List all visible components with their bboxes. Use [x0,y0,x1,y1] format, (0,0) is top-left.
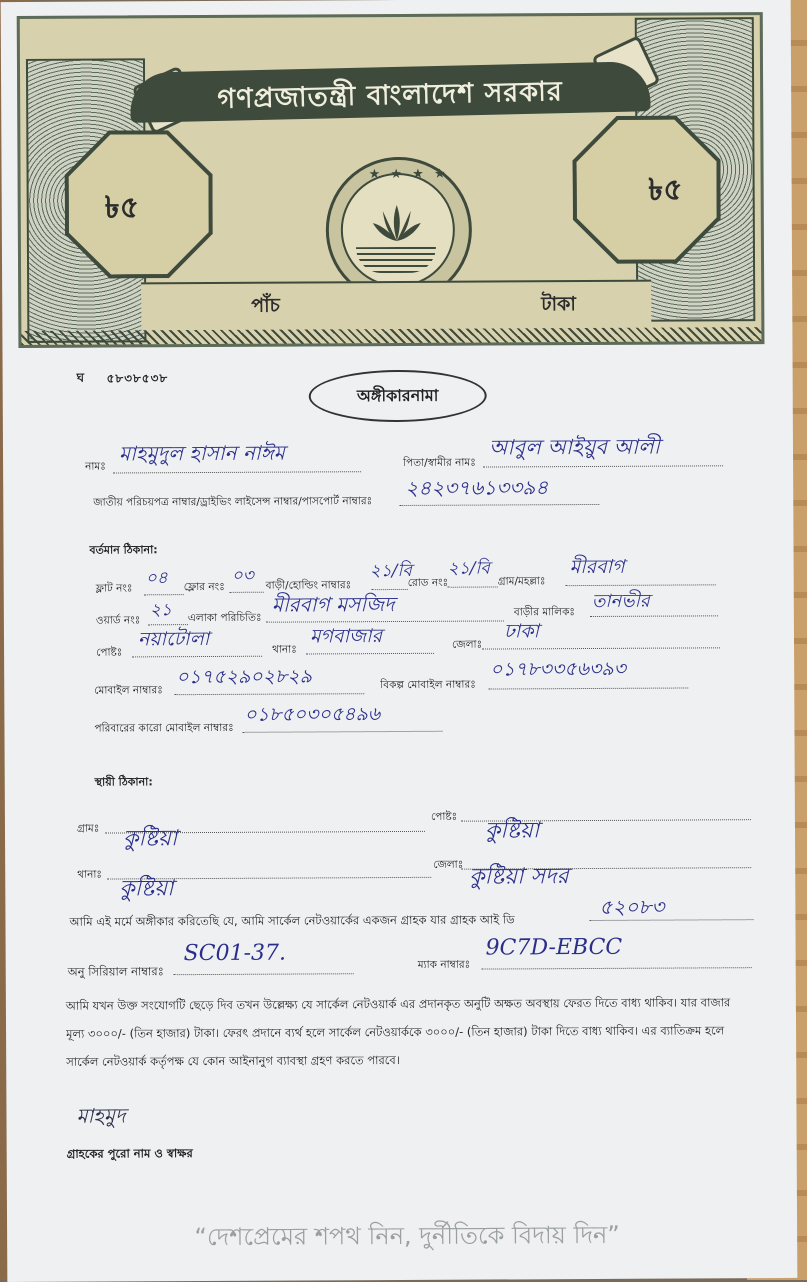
present-address-heading: বর্তমান ঠিকানা: [89,543,158,557]
serial-number: ৫৮৩৮৫৩৮ [106,371,169,386]
name-label: নামঃ [85,460,106,473]
mac-value: 9C7D-EBCC [485,934,623,961]
declaration-text: আমি এই মর্মে অঙ্গীকার করিতেছি যে, আমি সার্কেল নেটওয়ার্কের একজন গ্রাহক যার গ্রাহক আই ডি [69,912,515,929]
stamp-border-pattern [21,327,761,345]
mac-label: ম্যাক নাম্বারঃ [417,958,471,971]
denomination-left: ৳৫ [104,190,140,226]
owner-label: বাড়ীর মালিকঃ [513,606,576,619]
emblem-stars: ★ ★ ★ ★ [368,166,449,183]
perm-village-value: কুষ্টিয়া [122,826,178,852]
permanent-address-heading: স্থায়ী ঠিকানা: [94,775,153,789]
flat-value: ০৪ [145,568,168,589]
name-value: মাহমুদুল হাসান নাঈম [118,440,285,466]
perm-district-label: জেলাঃ [433,858,464,871]
holding-value: ২১/বি [369,560,412,582]
ward-label: ওয়ার্ড নংঃ [95,614,141,627]
serial-prefix: ঘ [76,370,85,385]
area-value: মীরবাগ মসজিদ [271,592,395,617]
floor-label: ফ্লোর নংঃ [183,580,225,594]
water-lily-icon [371,203,423,243]
onu-serial-label: অনু সিরিয়াল নাম্বারঃ [67,964,164,979]
post-label: পোষ্টঃ [96,646,123,659]
thana-value: মগবাজার [309,625,383,648]
family-mobile-label: পরিবারের কারো মোবাইল নাম্বারঃ [94,721,234,735]
floor-line [230,591,264,593]
government-title: গণপ্রজাতন্ত্রী বাংলাদেশ সরকার [217,76,564,115]
district-value: ঢাকা [503,620,540,643]
customer-id-value: ৫২০৮৩ [599,894,665,919]
perm-thana-label: থানাঃ [77,868,103,881]
alt-mobile-value: ০১৭৮৩৩৫৬৩৯৩ [490,657,627,681]
customer-signature: মাহমুদ [76,1103,126,1128]
perm-village-label: গ্রামঃ [76,822,100,835]
road-line [448,585,498,587]
mobile-label: মোবাইল নাম্বারঃ [94,684,163,697]
signature-label: গ্রাহকের পুরো নাম ও স্বাক্ষর [66,1146,193,1161]
perm-district-value: কুষ্টিয়া সদর [469,864,569,890]
anti-corruption-motto: “দেশপ্রেমের শপথ নিন, দুর্নীতিকে বিদায় দিন” [194,1220,620,1252]
road-value: ২১/বি [447,558,490,579]
perm-post-value: কুষ্টিয়া [484,818,540,844]
floor-value: ০৩ [231,565,254,586]
thana-label: থানাঃ [272,643,297,656]
flat-line [144,593,184,595]
perm-post-label: পোষ্টঃ [430,810,458,823]
id-value: ২৪২৩৭৬১৩৩৯৪ [405,475,549,500]
area-label: এলাকা পরিচিতিঃ [187,611,262,625]
ward-value: ২১ [149,600,172,621]
terms-paragraph: আমি যখন উক্ত সংযোগটি ছেড়ে দিব তখন উল্লেক্ষ্য যে সার্কেল নেটওয়ার্ক এর প্রদানকৃত অনুটি অক্ষত অবস্থায় ফেরত দিতে বাধ্য থাকিব। যার বাজার মূল্য ৩০০০/- (তিন হাজার) টাকা। ফেরৎ প্রদানে ব্যর্থ হলে সার্কেল নেটওয়ার্ককে ৩০০০/- (তিন হাজার) টাকা দিতে বাধ্য থাকিব। এর ব্যাতিক্রম হলে সার্কেল নেটওয়ার্ক কর্তৃপক্ষ যে কোন আইনানুগ ব্যাবস্থা গ্রহণ করতে পারবে। [65,995,731,1069]
onu-serial-value: SC01-37. [183,940,287,967]
father-value: আবুল আইয়ুব আলী [488,434,660,460]
road-label: রোড নংঃ [407,576,449,589]
onu-serial-line [174,972,354,975]
district-label: জেলাঃ [451,638,483,651]
perm-thana-value: কুষ্টিয়া [119,876,174,902]
stamp-paper [1,0,798,1282]
owner-value: তানভীর [591,590,650,612]
id-label: জাতীয় পরিচয়পত্র নাম্বার/ড্রাইভিং লাইসেন্স নাম্বার/পাসপোর্ট নাম্বারঃ [93,495,373,509]
document-title: অঙ্গীকারনামা [356,385,439,406]
revenue-stamp [17,12,765,348]
village-value: মীরবাগ [569,555,625,579]
denomination-right: ৳৫ [648,172,683,208]
post-value: নয়াটোলা [137,627,210,651]
flat-label: ফ্লাট নংঃ [95,582,133,595]
amount-word-left: পাঁচ [251,294,280,317]
family-mobile-value: ০১৮৫০৩০৫৪৯৬ [244,703,381,726]
village-label: গ্রাম/মহল্লাঃ [497,575,546,588]
amount-word-right: টাকা [541,293,576,316]
alt-mobile-label: বিকল্প মোবাইল নাম্বারঃ [380,678,476,692]
father-label: পিতা/স্বামীর নামঃ [403,456,476,469]
holding-label: বাড়ী/হোল্ডিং নাম্বারঃ [265,579,352,592]
mac-line [482,966,752,969]
mobile-value: ০১৭৫২৯০২৮২৯ [176,665,313,689]
